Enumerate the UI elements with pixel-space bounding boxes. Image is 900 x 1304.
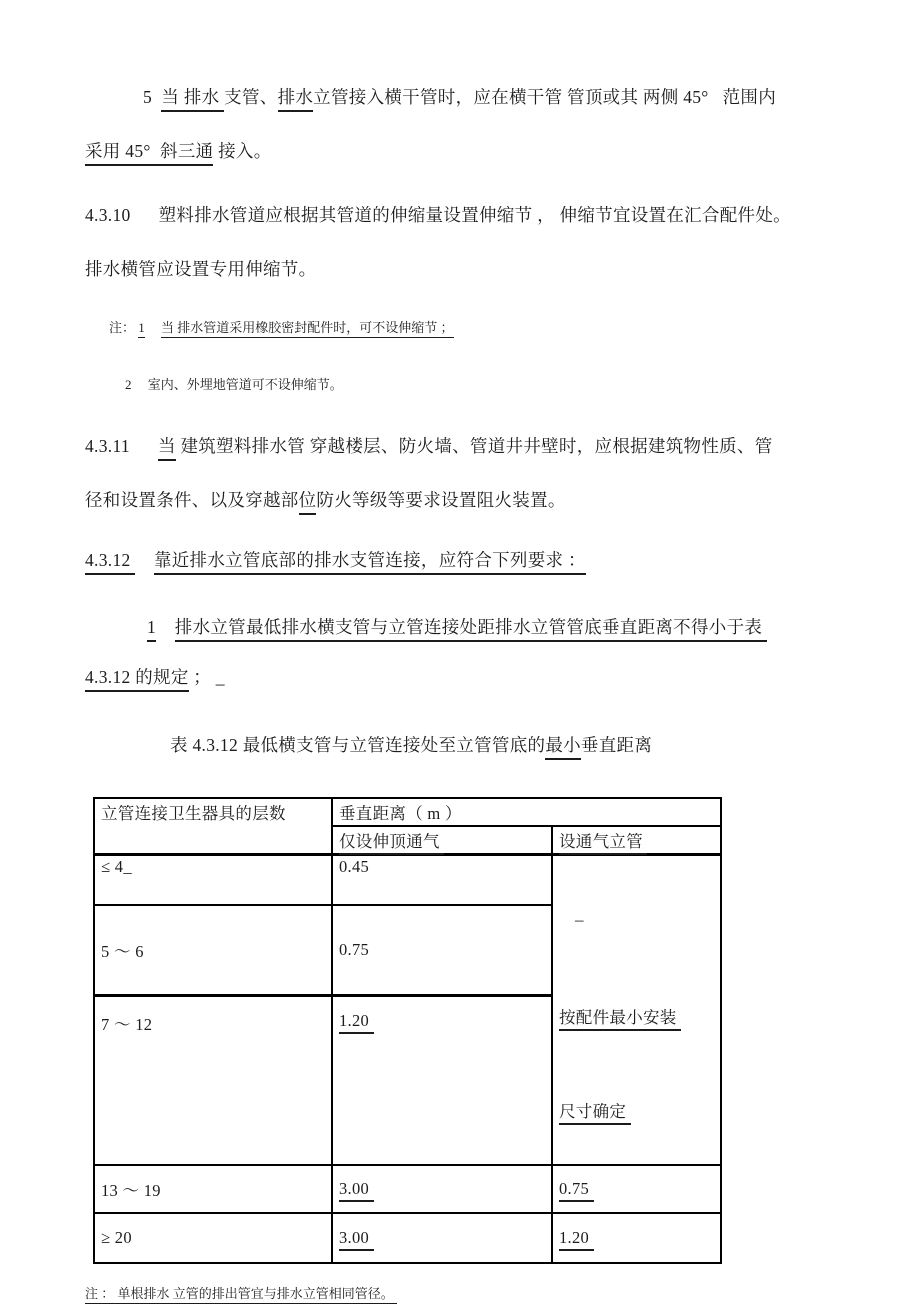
clause-4-3-12 <box>85 533 815 587</box>
underlined-text: 排水 <box>278 87 314 112</box>
cell-vent-top: 0.75 <box>332 905 552 996</box>
cell-floors: ≤ 4_ <box>94 855 332 905</box>
vertical-distance-table <box>93 797 722 1264</box>
merged-text-line-2: 尺寸确定 <box>559 1101 714 1123</box>
header-distance: 垂直距离（ m ） <box>332 798 721 826</box>
note-number: 1 <box>138 320 145 338</box>
paragraph-item-5-line-1 <box>143 70 815 124</box>
gap <box>145 320 161 335</box>
text: 建筑塑料排水管 穿越楼层、防火墙、管道井井壁时，应根据建筑物性质、管 <box>175 436 773 456</box>
table-row <box>94 1213 721 1263</box>
clause-number: 4.3.12 <box>85 550 135 575</box>
dash-mark: – <box>575 910 584 929</box>
cell-vent-stack: 0.75 <box>552 1165 721 1213</box>
underlined-text: 靠近排水立管底部的排水支管连接，应符合下列要求 ： <box>154 550 586 575</box>
underlined-text: 排水立管最低排水横支管与立管连接处距排水立管管底垂直距离不得小于表 <box>175 617 767 642</box>
clause-4-3-10-line-2: 排水横管应设置专用伸缩节。 <box>85 259 317 279</box>
clause-4-3-10 <box>85 188 815 296</box>
cell-vent-top: 0.45 <box>332 855 552 905</box>
cell-vent-stack: 1.20 <box>552 1213 721 1263</box>
merged-text-line-1: 按配件最小安装 <box>559 1007 714 1029</box>
cell-floors: 5 ～ 6 <box>94 905 332 996</box>
text: 表 4.3.12 最低横支管与立管连接处至立管管底的 <box>170 735 546 755</box>
table-footnote <box>85 1284 815 1304</box>
underlined-text: 当 <box>158 436 176 461</box>
cell-floors: 13 ～ 19 <box>94 1165 332 1213</box>
underlined-text: 注 ： 单根排水 立管的排出管宜与排水立管相同管径。 <box>85 1286 397 1304</box>
underlined-text: 采用 45° 斜三通 <box>85 141 213 166</box>
clause-4-3-12-line-1 <box>85 533 815 587</box>
underlined-text: 当 排水管道采用橡胶密封配件时，可不设伸缩节 ； <box>161 320 454 338</box>
header-floors: 立管连接卫生器具的层数 <box>94 798 332 855</box>
text: 径和设置条件、以及穿越部 <box>85 490 299 510</box>
text: ； <box>188 667 216 687</box>
note-label: 注： <box>109 320 139 335</box>
paragraph-item-5-line-2 <box>85 124 815 178</box>
paragraph-item-5 <box>85 70 815 178</box>
note-item-2: 2 室内、外埋地管道可不设伸缩节。 <box>125 377 343 392</box>
cell-vent-top: 3.00 <box>332 1165 552 1213</box>
clause-4-3-11-line-2 <box>85 473 815 527</box>
revision-mark: _ <box>215 667 225 687</box>
table-header-row-1 <box>94 798 721 826</box>
text: 支管、 <box>224 87 278 107</box>
cell-vent-top: 1.20 <box>332 995 552 1165</box>
underlined-text: 位 <box>299 490 317 515</box>
clause-4-3-11-line-1 <box>85 419 815 473</box>
underlined-text: 当 排水 <box>161 87 224 112</box>
clause-4-3-12-item-1 <box>85 602 815 702</box>
clause-number: 4.3.11 <box>85 436 158 456</box>
cell-vent-stack-merged <box>552 855 721 1166</box>
item-number: 1 <box>147 617 156 642</box>
text: 防火等级等要求设置阻火装置。 <box>316 490 566 510</box>
table-row <box>94 855 721 905</box>
cell-floors: ≥ 20 <box>94 1213 332 1263</box>
cell-floors: 7 ～ 12 <box>94 995 332 1165</box>
item-1-line-1 <box>147 602 815 652</box>
item-1-line-2 <box>85 652 815 702</box>
underlined-text: 4.3.12 的规定 <box>85 667 189 692</box>
table-row <box>94 1165 721 1213</box>
table-4-3-12 <box>93 797 815 1264</box>
note-item-1 <box>109 318 815 338</box>
text: 接入。 <box>213 141 272 161</box>
clause-4-3-11 <box>85 419 815 527</box>
clause-4-3-10-line-1: 4.3.10 塑料排水管道应根据其管道的伸缩量设置伸缩节 ， 伸缩节宜设置在汇合配件处。 <box>85 205 791 225</box>
gap <box>156 617 175 637</box>
header-vent-stack: 设通气立管 <box>552 826 721 855</box>
underlined-text: 最小 <box>545 735 581 760</box>
item-number: 5 <box>143 87 162 107</box>
text: 立管接入横干管时，应在横干管 管顶或其 两侧 45° 范围内 <box>313 87 777 107</box>
cell-vent-top: 3.00 <box>332 1213 552 1263</box>
table-title <box>170 730 815 760</box>
gap <box>135 550 154 570</box>
text: 垂直距离 <box>580 735 653 755</box>
header-vent-top: 仅设伸顶通气 <box>332 826 552 855</box>
